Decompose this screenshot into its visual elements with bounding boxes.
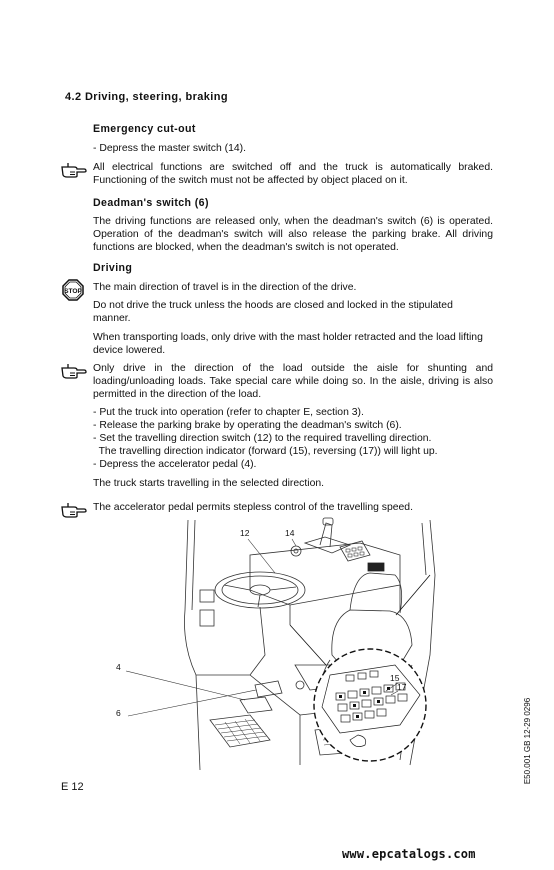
watermark-link[interactable]: www.epcatalogs.com — [342, 847, 476, 861]
callout-12: 12 — [240, 528, 250, 538]
callout-6: 6 — [116, 708, 121, 718]
deadman-text: The driving functions are released only, when the deadman's switch (6) is operated. Operation of the deadman's switch will also release the parking brake. All driving functions are blocked, when the deadman's switch is not operated. — [93, 216, 493, 253]
step-item: - Set the travelling direction switch (12) to the required travelling direction. — [93, 433, 432, 444]
emergency-step: - Depress the master switch (14). — [93, 143, 247, 154]
svg-text:STOP: STOP — [64, 287, 82, 295]
pedal-note: The accelerator pedal permits stepless control of the travelling speed. — [93, 502, 413, 513]
transport-paragraph: When transporting loads, only drive with the mast holder retracted and the load lifting device lowered. — [93, 332, 483, 356]
step-item: - Release the parking brake by operating the deadman's switch (6). — [93, 420, 402, 431]
section-heading: 4.2 Driving, steering, braking — [65, 91, 228, 103]
result-text: The truck starts travelling in the selected direction. — [93, 478, 325, 489]
callout-15: 15 — [390, 673, 400, 683]
callout-4: 4 — [116, 662, 121, 672]
direction-note: The main direction of travel is in the direction of the drive. — [93, 282, 357, 293]
hoods-paragraph: Do not drive the truck unless the hoods are closed and locked in the stipulated manner. — [93, 300, 453, 324]
pointing-hand-icon — [61, 363, 87, 379]
deadman-heading: Deadman's switch (6) — [93, 197, 209, 209]
driving-heading: Driving — [93, 262, 133, 274]
step-item: The travelling direction indicator (forward (15), reversing (17)) will light up. — [93, 446, 438, 457]
load-direction-note: Only drive in the direction of the load outside the aisle for shunting and loading/unloading loads. Take special care while doing so. In the aisle, driving is also permitted in the direction of the load. — [93, 363, 493, 400]
step-item: - Put the truck into operation (refer to chapter E, section 3). — [93, 407, 364, 418]
truck-cab-illustration — [100, 515, 500, 775]
document-code: E50.001 GB 12-29 0296 — [523, 697, 532, 785]
emergency-heading: Emergency cut-out — [93, 123, 196, 135]
callout-17: 17 — [397, 682, 407, 692]
page-number: E 12 — [61, 781, 84, 793]
driving-steps — [93, 406, 503, 471]
callout-14: 14 — [285, 528, 295, 538]
emergency-note: All electrical functions are switched off and the truck is automatically braked. Functioning of the switch must not be affected by object placed on it. — [93, 162, 493, 186]
step-item: - Depress the accelerator pedal (4). — [93, 459, 257, 470]
pointing-hand-icon — [61, 502, 87, 518]
stop-sign-icon — [62, 279, 84, 301]
pointing-hand-icon — [61, 162, 87, 178]
